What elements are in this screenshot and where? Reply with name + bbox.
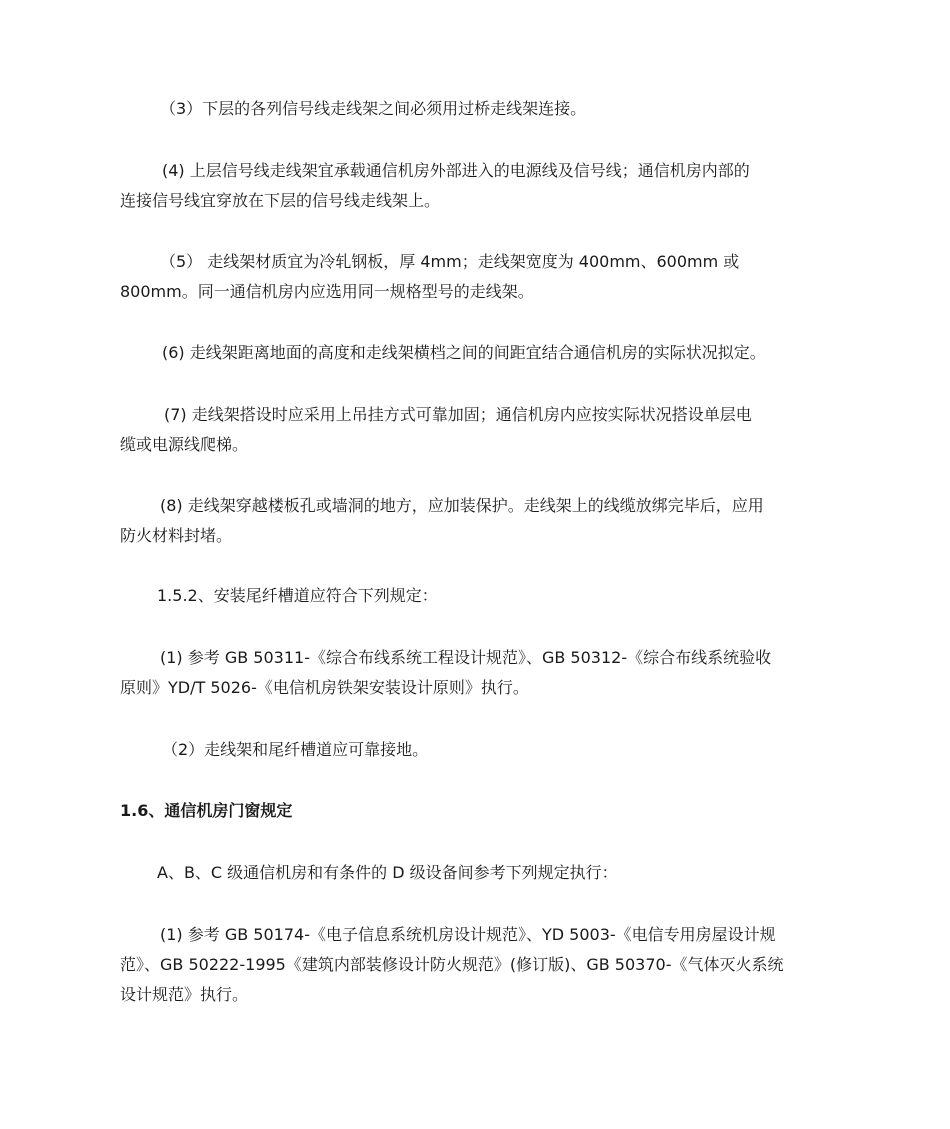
text-line: 连接信号线宜穿放在下层的信号线走线架上。 <box>120 191 441 210</box>
text-line: （2）走线架和尾纤槽道应可靠接地。 <box>162 740 429 759</box>
paragraph-2-ground <box>162 735 877 765</box>
text-line: 1.5.2、安装尾纤槽道应符合下列规定： <box>157 586 438 605</box>
text-line: (6) 走线架距离地面的高度和走线架横档之间的间距宜结合通信机房的实际状况拟定。 <box>162 343 766 362</box>
paragraph-6 <box>162 338 877 368</box>
paragraph-1-ref <box>120 643 835 703</box>
text-line: 缆或电源线爬梯。 <box>120 435 249 454</box>
section-heading: 1.6、通信机房门窗规定 <box>120 801 293 820</box>
text-line: (7) 走线架搭设时应采用上吊挂方式可靠加固；通信机房内应按实际状况搭设单层电 <box>164 405 752 424</box>
text-line: (1) 参考 GB 50174-《电子信息系统机房设计规范》、YD 5003-《电信专用房屋设计规 <box>160 925 776 944</box>
intro-paragraph <box>157 858 872 888</box>
text-line: 800mm。同一通信机房内应选用同一规格型号的走线架。 <box>120 282 534 301</box>
text-line: (1) 参考 GB 50311-《综合布线系统工程设计规范》、GB 50312-《综合布线系统验收 <box>160 648 772 667</box>
text-line: （5） 走线架材质宜为冷轧钢板，厚 4mm；走线架宽度为 400mm、600mm 或 <box>160 252 740 271</box>
text-line: 原则》YD/T 5026-《电信机房铁架安装设计原则》执行。 <box>120 678 529 697</box>
paragraph-8 <box>120 491 835 551</box>
section-1-5-2 <box>157 581 872 611</box>
text-line: 防火材料封堵。 <box>120 526 233 545</box>
text-line: (8) 走线架穿越楼板孔或墙洞的地方，应加装保护。走线架上的线缆放绑完毕后，应用 <box>160 496 764 515</box>
text-line: A、B、C 级通信机房和有条件的 D 级设备间参考下列规定执行： <box>157 863 618 882</box>
text-line: 设计规范》执行。 <box>120 985 249 1004</box>
paragraph-3 <box>160 94 875 124</box>
text-line: (4) 上层信号线走线架宜承载通信机房外部进入的电源线及信号线；通信机房内部的 <box>162 161 750 180</box>
paragraph-7 <box>120 400 835 460</box>
paragraph-4 <box>120 156 835 216</box>
text-line: 范》、GB 50222-1995《建筑内部装修设计防火规范》(修订版)、GB 50370-《气体灭火系统 <box>120 955 784 974</box>
paragraph-5 <box>120 247 835 307</box>
text-line: （3）下层的各列信号线走线架之间必须用过桥走线架连接。 <box>160 99 587 118</box>
paragraph-1-door <box>120 920 835 1010</box>
